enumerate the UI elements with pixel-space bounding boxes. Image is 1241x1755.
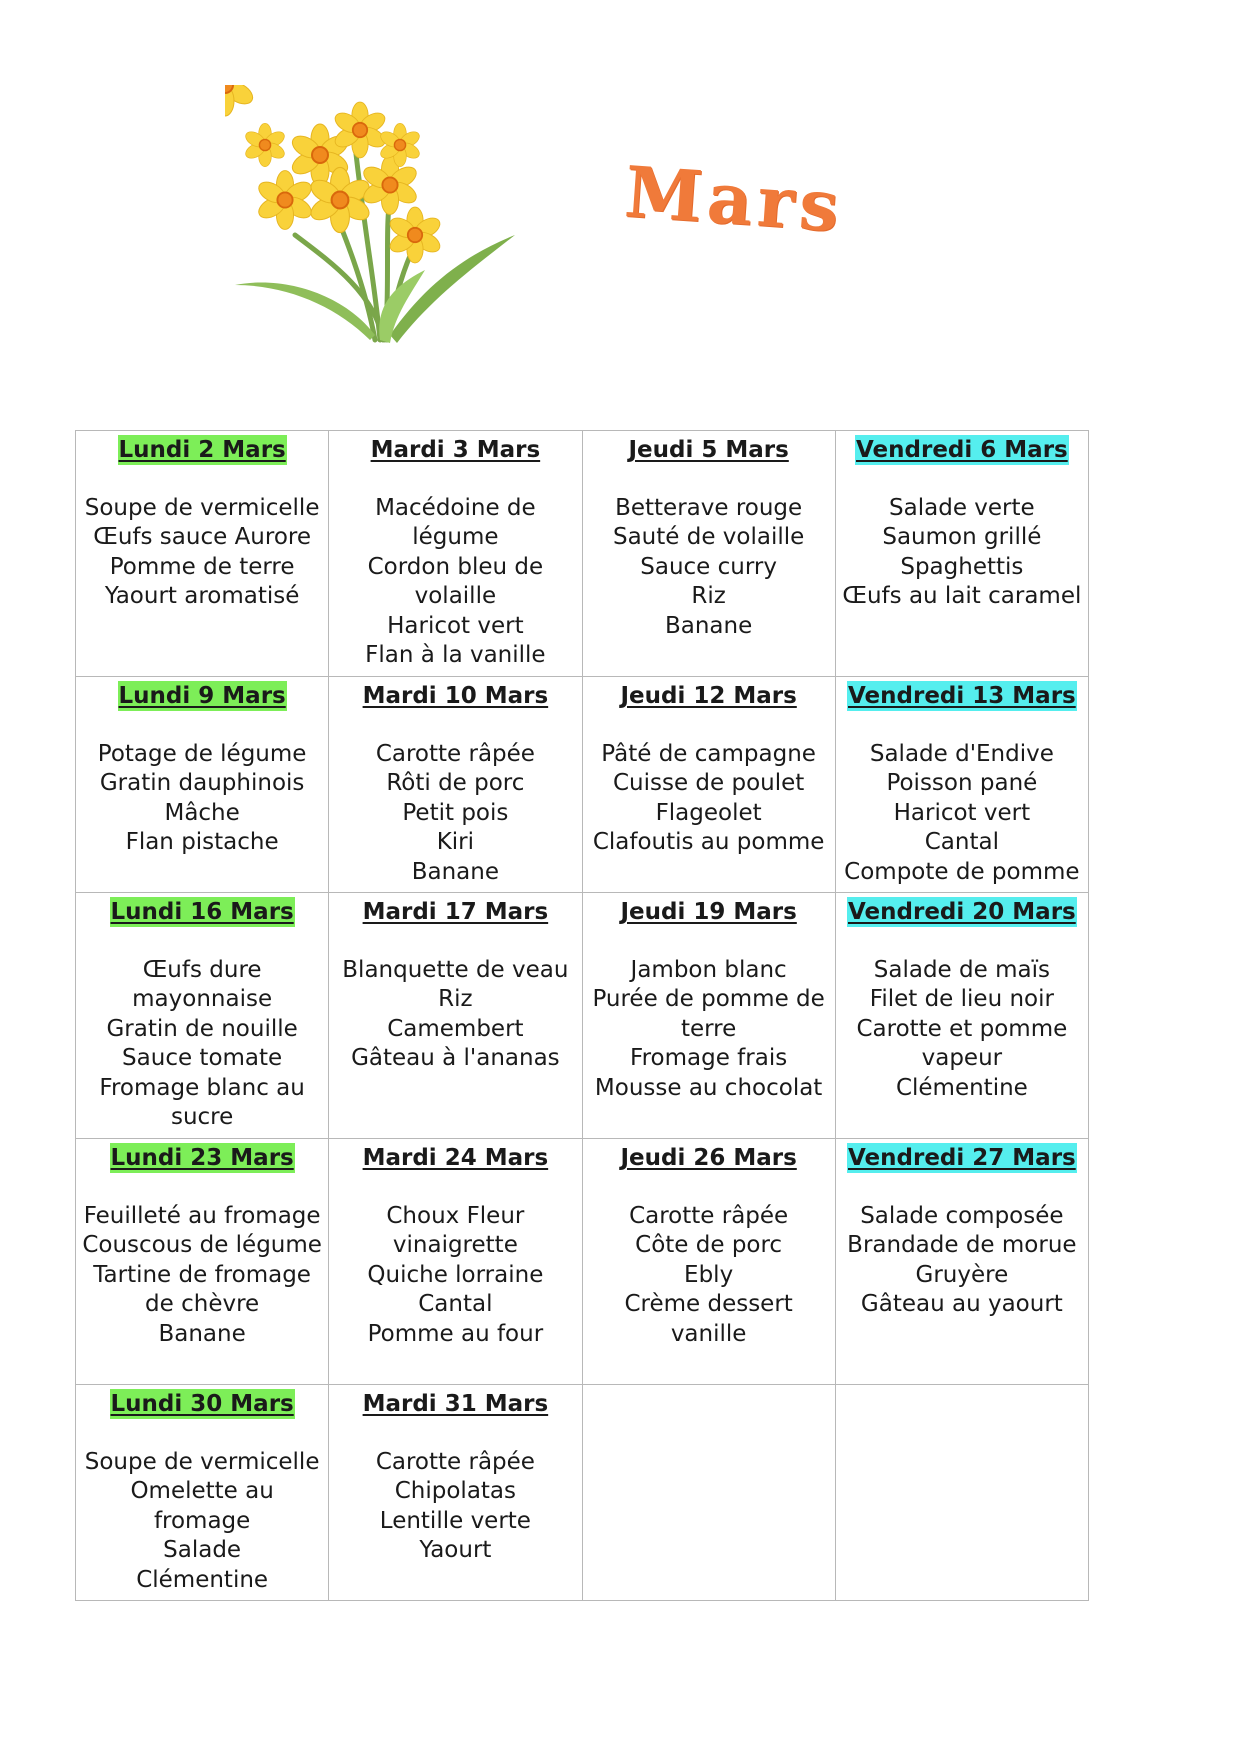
dish-line: Yaourt (419, 1537, 492, 1563)
day-title: Jeudi 12 Mars (620, 683, 797, 709)
dish-line: Salade (163, 1537, 242, 1563)
dish-line: volaille (414, 583, 497, 609)
menu-body (76, 431, 1089, 1601)
dish-line: Feuilleté au fromage (83, 1202, 321, 1229)
week-row (76, 1139, 1089, 1385)
week-row (76, 431, 1089, 677)
dish-line: Rôti de porc (386, 770, 525, 796)
day-cell (76, 893, 329, 1139)
day-cell (835, 1139, 1088, 1385)
dish-line: Sauce curry (640, 553, 777, 580)
dish-line: Petit pois (402, 799, 509, 826)
dish-line: Banane (158, 1320, 246, 1347)
dish-line: Flan pistache (125, 829, 279, 855)
dish-list (333, 1448, 577, 1566)
day-cell (582, 893, 835, 1139)
dish-line: Lentille verte (379, 1507, 531, 1534)
dish-line: Salade de maïs (873, 956, 1050, 983)
dish-line: Brandade de morue (847, 1232, 1077, 1258)
dish-line: Macédoine de (375, 494, 536, 521)
dish-list (840, 1202, 1084, 1320)
dish-list (333, 1202, 577, 1350)
dish-line: Fromage blanc au (99, 1074, 305, 1101)
dish-line: Omelette au (130, 1478, 274, 1504)
page-title: Mars (622, 150, 847, 249)
day-title: Jeudi 5 Mars (628, 437, 789, 463)
dish-line: Riz (438, 986, 473, 1012)
dish-line: Mousse au chocolat (594, 1074, 823, 1101)
day-cell (76, 431, 329, 677)
empty-cell (835, 1385, 1088, 1601)
dish-line: Jambon blanc (630, 956, 787, 983)
dish-line: Flageolet (655, 799, 762, 826)
dish-list (587, 1202, 831, 1350)
dish-list (840, 494, 1084, 612)
day-cell (835, 431, 1088, 677)
day-cell (329, 1139, 582, 1385)
day-cell (582, 677, 835, 893)
menu-table (75, 430, 1089, 1601)
day-title: Mardi 10 Mars (362, 683, 549, 709)
week-row (76, 1385, 1089, 1601)
dish-list (333, 494, 577, 671)
dish-line: Salade verte (889, 494, 1035, 521)
dish-line: Tartine de fromage (93, 1261, 311, 1288)
dish-line: Soupe de vermicelle (84, 494, 320, 521)
dish-line: légume (412, 524, 499, 550)
dish-line: Compote de pomme (844, 858, 1080, 885)
dish-line: Flan à la vanille (365, 642, 546, 668)
dish-list (587, 740, 831, 858)
dish-line: de chèvre (145, 1291, 260, 1317)
day-cell (582, 431, 835, 677)
dish-line: Couscous de légume (82, 1232, 322, 1258)
dish-line: terre (680, 1015, 737, 1042)
day-cell (329, 431, 582, 677)
dish-line: Quiche lorraine (367, 1261, 544, 1288)
day-title: Jeudi 19 Mars (620, 899, 797, 925)
dish-line: Pomme au four (367, 1320, 544, 1347)
day-cell (835, 677, 1088, 893)
week-row (76, 893, 1089, 1139)
dish-line: Blanquette de veau (342, 956, 569, 983)
dish-line: Côte de porc (635, 1232, 783, 1258)
day-cell (76, 1385, 329, 1601)
dish-line: Banane (411, 858, 500, 885)
dish-line: Pâté de campagne (601, 740, 816, 767)
dish-line: Yaourt aromatisé (104, 583, 300, 609)
empty-cell (582, 1385, 835, 1601)
dish-line: Carotte et pomme (856, 1015, 1068, 1042)
dish-line: Carotte râpée (375, 740, 535, 767)
dish-line: Haricot vert (893, 799, 1031, 826)
dish-line: Gratin de nouille (106, 1015, 298, 1042)
dish-list (840, 740, 1084, 888)
dish-line: Poisson pané (886, 770, 1038, 796)
daffodil-illustration (225, 85, 525, 345)
dish-line: Œufs dure (142, 956, 262, 983)
dish-line: Cuisse de poulet (612, 770, 805, 796)
dish-line: Clémentine (136, 1566, 269, 1593)
dish-line: Cordon bleu de (367, 553, 544, 580)
dish-line: Gâteau au yaourt (860, 1291, 1063, 1317)
dish-line: Cantal (924, 829, 999, 855)
day-cell (329, 1385, 582, 1601)
dish-line: Clafoutis au pomme (592, 829, 825, 855)
day-title: Vendredi 20 Mars (848, 899, 1076, 925)
day-cell (76, 1139, 329, 1385)
dish-line: Chipolatas (394, 1478, 517, 1504)
week-row (76, 677, 1089, 893)
dish-line: Cantal (418, 1291, 493, 1317)
dish-line: Gruyère (915, 1261, 1009, 1288)
dish-line: Kiri (436, 829, 475, 855)
dish-list (80, 1202, 324, 1350)
dish-line: Gratin dauphinois (99, 770, 305, 796)
dish-list (587, 494, 831, 642)
day-title: Mardi 24 Mars (362, 1145, 549, 1171)
day-title: Mardi 31 Mars (362, 1391, 549, 1417)
dish-line: Œufs sauce Aurore (93, 524, 312, 550)
dish-line: Sauce tomate (122, 1045, 283, 1071)
dish-line: sucre (170, 1104, 234, 1130)
day-title: Lundi 9 Mars (118, 683, 286, 709)
dish-line: Crème dessert (624, 1291, 793, 1317)
day-title: Vendredi 27 Mars (848, 1145, 1076, 1171)
day-title: Jeudi 26 Mars (620, 1145, 797, 1171)
day-title: Vendredi 6 Mars (856, 437, 1068, 463)
dish-list (840, 956, 1084, 1104)
day-cell (329, 677, 582, 893)
dish-line: Pomme de terre (109, 553, 295, 580)
dish-list (80, 494, 324, 612)
day-title: Lundi 23 Mars (110, 1145, 294, 1171)
dish-list (333, 740, 577, 888)
dish-line: Clémentine (895, 1074, 1028, 1101)
dish-line: Soupe de vermicelle (84, 1448, 320, 1475)
dish-list (587, 956, 831, 1104)
dish-list (80, 740, 324, 858)
dish-list (80, 1448, 324, 1596)
dish-line: Choux Fleur (386, 1202, 525, 1229)
day-title: Lundi 2 Mars (118, 437, 286, 463)
dish-line: Fromage frais (630, 1045, 788, 1071)
dish-line: Gâteau à l'ananas (351, 1045, 560, 1071)
dish-line: Banane (664, 612, 753, 639)
dish-line: mayonnaise (132, 986, 273, 1012)
day-cell (76, 677, 329, 893)
dish-line: Saumon grillé (882, 524, 1042, 550)
dish-list (333, 956, 577, 1074)
day-title: Lundi 30 Mars (110, 1391, 294, 1417)
dish-line: vinaigrette (392, 1232, 518, 1258)
dish-line: fromage (153, 1507, 251, 1534)
dish-line: Carotte râpée (629, 1202, 789, 1229)
day-title: Lundi 16 Mars (110, 899, 294, 925)
dish-line: Filet de lieu noir (869, 986, 1054, 1012)
dish-line: Mâche (164, 799, 240, 826)
dish-line: Potage de légume (97, 740, 307, 767)
dish-line: Spaghettis (900, 553, 1024, 580)
dish-line: Œufs au lait caramel (842, 583, 1082, 609)
dish-line: vapeur (921, 1045, 1003, 1071)
dish-line: Carotte râpée (375, 1448, 535, 1475)
dish-line: Salade d'Endive (869, 740, 1054, 767)
dish-line: Riz (691, 583, 726, 609)
dish-line: Salade composée (860, 1202, 1064, 1229)
dish-line: Sauté de volaille (612, 524, 805, 550)
day-cell (329, 893, 582, 1139)
day-title: Vendredi 13 Mars (848, 683, 1076, 709)
dish-line: Purée de pomme de (592, 986, 825, 1012)
dish-line: Betterave rouge (615, 494, 803, 521)
dish-line: vanille (670, 1320, 747, 1347)
dish-line: Haricot vert (387, 612, 524, 639)
dish-line: Camembert (387, 1015, 524, 1042)
dish-line: Ebly (684, 1261, 734, 1288)
day-title: Mardi 3 Mars (370, 437, 541, 463)
day-cell (582, 1139, 835, 1385)
day-title: Mardi 17 Mars (362, 899, 549, 925)
day-cell (835, 893, 1088, 1139)
dish-list (80, 956, 324, 1133)
